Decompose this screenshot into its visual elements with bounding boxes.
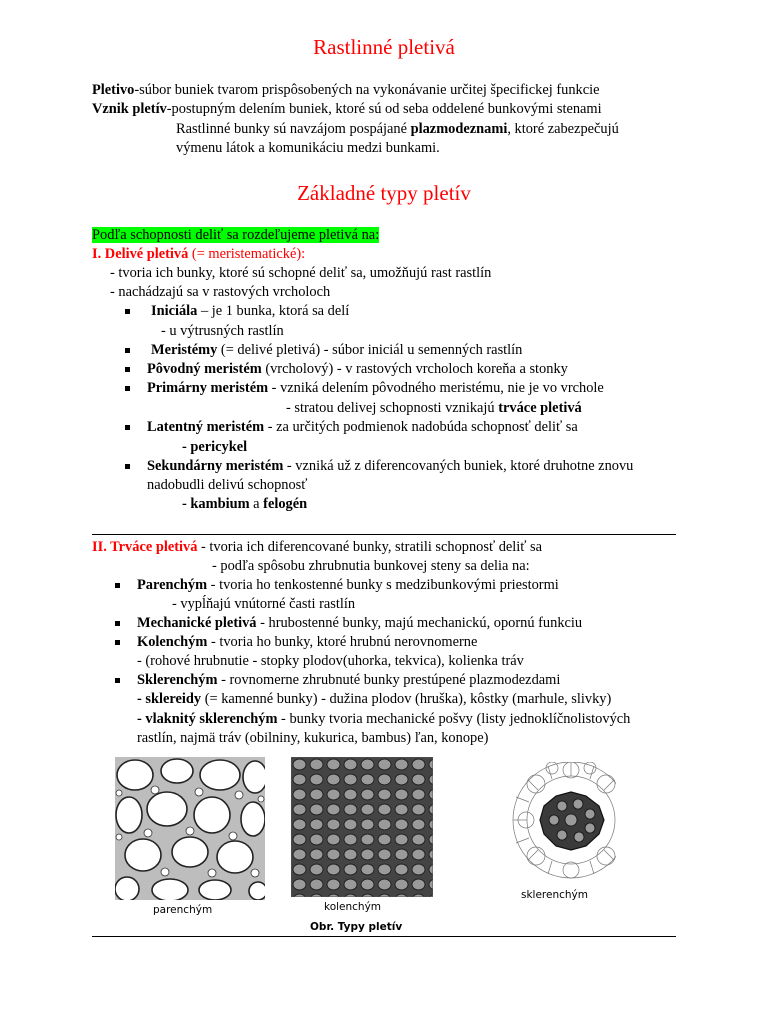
list-subitem: - vypĺňajú vnútorné časti rastlín	[172, 596, 356, 612]
bullet-square-icon	[115, 678, 120, 683]
term-pletivo: Pletivo	[92, 82, 135, 98]
section1-line1: - tvoria ich bunky, ktoré sú schopné deliť sa, umožňujú rast rastlín	[110, 265, 492, 281]
list-item-parenchym: Parenchým - tvoria ho tenkostenné bunky s medzibunkovými priestormi	[137, 577, 559, 593]
bullet-square-icon	[115, 621, 120, 626]
list-subitem: - pericykel	[182, 439, 248, 455]
list-item-latentny: Latentný meristém - za určitých podmienok nadobúda schopnosť deliť sa	[147, 419, 578, 435]
bullet-square-icon	[125, 367, 130, 372]
page-title: Rastlinné pletivá	[313, 35, 455, 59]
section2-heading: II. Trváce pletivá - tvoria ich diferencované bunky, stratili schopnosť deliť sa	[92, 539, 543, 555]
bullet-square-icon	[125, 425, 130, 430]
list-subitem: - u výtrusných rastlín	[161, 323, 284, 339]
figure-label-sklerenchym: sklerenchým	[521, 889, 588, 901]
bullet-square-icon	[115, 640, 120, 645]
list-subitem: - stratou delivej schopnosti vznikajú trváce pletivá	[286, 400, 582, 416]
intro-line-3: Rastlinné bunky sú navzájom pospájané plazmodeznami, ktoré zabezpečujú	[176, 121, 619, 137]
list-item-povodny: Pôvodný meristém (vrcholový) - v rastových vrcholoch koreňa a stonky	[147, 361, 568, 377]
bullet-square-icon	[125, 309, 130, 314]
highlighted-text: Podľa schopnosti deliť sa rozdeľujeme pletivá na:	[92, 227, 380, 243]
figure-label-parenchym: parenchým	[153, 904, 213, 916]
list-item-inicala: Iniciála – je 1 bunka, ktorá sa delí	[151, 303, 350, 319]
collenchyma-illustration	[291, 757, 433, 897]
list-item-sklerenchym: Sklerenchým - rovnomerne zhrubnuté bunky prestúpené plazmodezdami	[137, 672, 561, 688]
intro-line-4: výmenu látok a komunikáciu medzi bunkami.	[176, 140, 440, 156]
list-item-kolenchym: Kolenchým - tvoria ho bunky, ktoré hrubnú nerovnomerne	[137, 634, 478, 650]
sclerenchyma-illustration	[466, 762, 616, 882]
horizontal-rule	[92, 936, 676, 937]
list-subitem-cont: rastlín, najmä tráv (obilniny, kukurica, bambus) ľan, konope)	[137, 730, 489, 746]
list-subitem: - (rohové hrubnutie - stopky plodov(uhorka, tekvica), kolienka tráv	[137, 653, 524, 669]
def-vznik: -postupným delením buniek, ktoré sú od seba oddelené bunkovými stenami	[166, 101, 602, 117]
list-subitem: - kambium a felogén	[182, 496, 308, 512]
intro-line-vznik	[92, 100, 602, 119]
list-item-sekundarny-cont: nadobudli delivú schopnosť	[147, 477, 308, 493]
horizontal-rule	[92, 534, 676, 535]
highlight-line	[92, 226, 379, 245]
list-item-sekundarny: Sekundárny meristém - vzniká už z diferencovaných buniek, ktoré druhotne znovu	[147, 458, 634, 474]
bullet-square-icon	[115, 583, 120, 588]
figure-caption: Obr. Typy pletív	[310, 921, 403, 933]
section2-line2: - podľa spôsobu zhrubnutia bunkovej steny sa delia na:	[212, 558, 530, 574]
section1-line2: - nachádzajú sa v rastových vrcholoch	[110, 284, 331, 300]
bullet-square-icon	[125, 348, 130, 353]
def-pletivo: -súbor buniek tvarom prispôsobených na vykonávanie určitej špecifickej funkcie	[134, 82, 600, 98]
list-item-meristemy: Meristémy (= delivé pletivá) - súbor iniciál u semenných rastlín	[151, 342, 523, 358]
parenchyma-illustration	[115, 757, 265, 900]
list-subitem: - sklereidy (= kamenné bunky) - dužina plodov (hruška), kôstky (marhule, slivky)	[137, 691, 612, 707]
bullet-square-icon	[125, 386, 130, 391]
list-item-primarny: Primárny meristém - vzniká delením pôvodného meristému, nie je vo vrchole	[147, 380, 604, 396]
section1-heading: I. Delivé pletivá (= meristematické):	[92, 246, 306, 262]
intro-line-pletivo	[92, 81, 600, 100]
bullet-square-icon	[125, 464, 130, 469]
section-subtitle: Základné typy pletív	[297, 181, 471, 205]
figure-label-kolenchym: kolenchým	[324, 901, 382, 913]
list-subitem: - vlaknitý sklerenchým - bunky tvoria mechanické pošvy (listy jednoklíčnolistových	[137, 711, 631, 727]
term-plazmodezmy: plazmodeznami	[410, 121, 508, 137]
list-item-mechanicke: Mechanické pletivá - hrubostenné bunky, majú mechanickú, opornú funkciu	[137, 615, 583, 631]
term-vznik: Vznik pletív	[92, 101, 167, 117]
